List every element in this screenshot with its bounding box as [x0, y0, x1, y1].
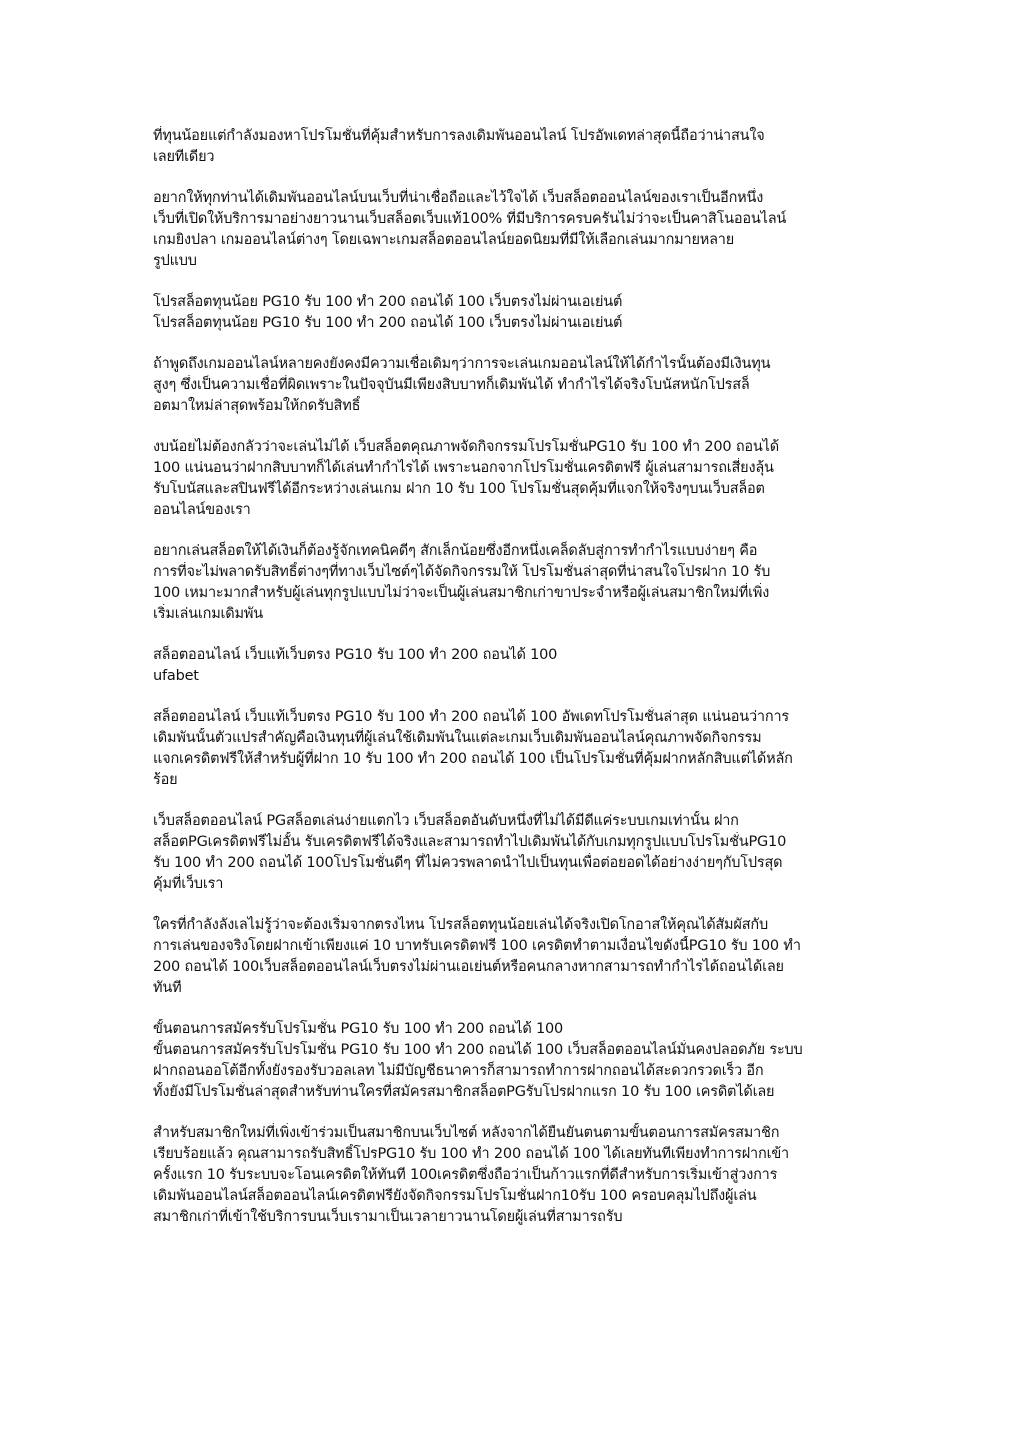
text-line: อตมาใหม่ล่าสุดพร้อมให้กดรับสิทธิ์ — [153, 398, 361, 414]
paragraph-beliefs — [153, 354, 874, 417]
text-line: ทันที — [153, 980, 182, 996]
paragraph-hesitant — [153, 915, 874, 999]
text-line: เว็บสล็อตออนไลน์ PGสล็อตเล่นง่ายแตกไว เว็บสล็อตอันดับหนึ่งที่ไม่ได้มีดีแค่ระบบเกมเท่านั้น ฝาก — [153, 813, 739, 829]
text-line: แจกเครดิตฟรีให้สำหรับผู้ที่ฝาก 10 รับ 100 ทำ 200 ถอนได้ 100 เป็นโปรโมชั่นที่คุ้มฝากหลักสิบแต่ได้หลัก — [153, 751, 793, 767]
paragraph-new-members — [153, 1123, 874, 1228]
paragraph-intro — [153, 126, 874, 168]
text-line: ขั้นตอนการสมัครรับโปรโมชั่น PG10 รับ 100 ทำ 200 ถอนได้ 100 เว็บสล็อตออนไลน์มั่นคงปลอดภัย ระบบ — [153, 1042, 803, 1058]
text-line: เดิมพันนั้นตัวแปรสำคัญคือเงินทุนที่ผู้เล่นใช้เดิมพันในแต่ละเกมเว็บเดิมพันออนไลน์คุณภาพจัดกิจกรรม — [153, 730, 762, 746]
text-line: การที่จะไม่พลาดรับสิทธิ์ต่างๆที่ทางเว็บไซต์ๆได้จัดกิจกรรมให้ โปรโมชั่นล่าสุดที่น่าสนใจโปรฝาก 10 รับ — [153, 564, 771, 580]
paragraph-heading-direct-web — [153, 645, 874, 687]
text-line: อยากให้ทุกท่านได้เดิมพันออนไลน์บนเว็บที่น่าเชื่อถือและไว้ใจได้ เว็บสล็อตออนไลน์ของเราเป็นอีกหนึ่ง — [153, 190, 764, 206]
text-line: ใครที่กำลังลังเลไม่รู้ว่าจะต้องเริ่มจากตรงไหน โปรสล็อตทุนน้อยเล่นได้จริงเปิดโกอาสให้คุณได้สัมผัสกับ — [153, 917, 768, 933]
text-line: ที่ทุนน้อยแต่กำลังมองหาโปรโมชั่นที่คุ้มสำหรับการลงเดิมพันออนไลน์ โปรอัพเดทล่าสุดนี้ถือว่าน่าสนใจ — [153, 128, 765, 144]
text-line: เว็บที่เปิดให้บริการมาอย่างยาวนานเว็บสล็อตเว็บแท้100% ที่มีบริการครบครันไม่ว่าจะเป็นคาสิโนออนไลน์ — [153, 211, 787, 227]
text-line: สูงๆ ซึ่งเป็นความเชื่อที่ผิดเพราะในปัจจุบันมีเพียงสิบบาทก็เดิมพันได้ ทำกำไรได้จริงโบนัสหนักโปรสล็ — [153, 377, 750, 393]
text-line: ถ้าพูดถึงเกมออนไลน์หลายคงยังคงมีความเชื่อเดิมๆว่าการจะเล่นเกมออนไลน์ให้ได้กำไรนั้นต้องมีเงินทุน — [153, 356, 771, 372]
text-line: 200 ถอนได้ 100เว็บสล็อตออนไลน์เว็บตรงไม่ผ่านเอเย่นต์หรือคนกลางหากสามารถทำกำไรได้ถอนได้เลย — [153, 959, 784, 975]
text-line: ขั้นตอนการสมัครรับโปรโมชั่น PG10 รับ 100 ทำ 200 ถอนได้ 100 — [153, 1021, 564, 1037]
text-line: คุ้มที่เว็บเรา — [153, 876, 224, 892]
text-line: ufabet — [153, 668, 199, 684]
text-line: อยากเล่นสล็อตให้ได้เงินก็ต้องรู้จักเทคนิคดีๆ สักเล็กน้อยซึ่งอีกหนึ่งเคล็ดลับสู่การทำกำไรแบบง่ายๆ คือ — [153, 543, 758, 559]
text-line: โปรสล็อตทุนน้อย PG10 รับ 100 ทำ 200 ถอนได้ 100 เว็บตรงไม่ผ่านเอเย่นต์ — [153, 315, 623, 331]
text-line: งบน้อยไม่ต้องกลัวว่าจะเล่นไม่ได้ เว็บสล็อตคุณภาพจัดกิจกรรมโปรโมชั่นPG10 รับ 100 ทำ 200 ถอนได้ — [153, 439, 779, 455]
text-line: สล็อตPGเครดิตฟรีไม่อั้น รับเครดิตฟรีได้จริงและสามารถทำไปเดิมพันได้กับเกมทุกรูปแบบโปรโมชั่นPG10 — [153, 834, 787, 850]
text-line: ครั้งแรก 10 รับระบบจะโอนเครดิตให้ทันที 100เครดิตซึ่งถือว่าเป็นก้าวแรกที่ดีสำหรับการเริ่มเข้าสู่วงการ — [153, 1167, 778, 1183]
text-line: สล็อตออนไลน์ เว็บแท้เว็บตรง PG10 รับ 100 ทำ 200 ถอนได้ 100 — [153, 647, 558, 663]
text-line: เลยทีเดียว — [153, 149, 215, 165]
paragraph-direct-web — [153, 707, 874, 791]
text-line: ร้อย — [153, 772, 178, 788]
text-line: ฝากถอนออโต้อีกทั้งยังรองรับวอลเลท ไม่มีบัญชีธนาคารก็สามารถทำการฝากถอนได้สะดวกรวดเร็ว อีก — [153, 1063, 764, 1079]
text-line: เรียบร้อยแล้ว คุณสามารถรับสิทธิ์โปรPG10 รับ 100 ทำ 200 ถอนได้ 100 ได้เลยทันทีเพียงทำการฝากเข้า — [153, 1146, 789, 1162]
text-line: สมาชิกเก่าที่เข้าใช้บริการบนเว็บเรามาเป็นเวลายาวนานโดยผู้เล่นที่สามารถรับ — [153, 1209, 623, 1225]
text-line: รับ 100 ทำ 200 ถอนได้ 100โปรโมชั่นดีๆ ที่ไม่ควรพลาดนำไปเป็นทุนเพื่อต่อยอดได้อย่างง่ายๆกับโปรสุด — [153, 855, 783, 871]
text-line: โปรสล็อตทุนน้อย PG10 รับ 100 ทำ 200 ถอนได้ 100 เว็บตรงไม่ผ่านเอเย่นต์ — [153, 294, 623, 310]
paragraph-signup-steps — [153, 1019, 874, 1103]
text-line: การเล่นของจริงโดยฝากเข้าเพียงแค่ 10 บาทรับเครดิตฟรี 100 เครดิตทำตามเงื่อนไขดังนี้PG10 รับ 100 ทำ — [153, 938, 801, 954]
text-line: รูปแบบ — [153, 253, 197, 269]
text-line: 100 เหมาะมากสำหรับผู้เล่นทุกรูปแบบไม่ว่าจะเป็นผู้เล่นสมาชิกเก่าขาประจำหรือผู้เล่นสมาชิกใหม่ที่เพิ่ง — [153, 585, 770, 601]
text-line: ออนไลน์ของเรา — [153, 502, 251, 518]
text-line: เดิมพันออนไลน์สล็อตออนไลน์เครดิตฟรียังจัดกิจกรรมโปรโมชั่นฝาก10รับ 100 ครอบคลุมไปถึงผู้เล่น — [153, 1188, 757, 1204]
paragraph-low-budget — [153, 437, 874, 521]
text-line: เกมยิงปลา เกมออนไลน์ต่างๆ โดยเฉพาะเกมสล็อตออนไลน์ยอดนิยมที่มีให้เลือกเล่นมากมายหลาย — [153, 232, 735, 248]
text-line: 100 แน่นอนว่าฝากสิบบาทก็ได้เล่นทำกำไรได้ เพราะนอกจากโปรโมชั่นเครดิตฟรี ผู้เล่นสามารถเสี่ยงลุ้น — [153, 460, 774, 476]
text-line: รับโบนัสและสปินฟรีได้อีกระหว่างเล่นเกม ฝาก 10 รับ 100 โปรโมชั่นสุดคุ้มที่แจกให้จริงๆบนเว็บสล็อต — [153, 481, 765, 497]
paragraph-techniques — [153, 541, 874, 625]
text-line: เริ่มเล่นเกมเดิมพัน — [153, 606, 263, 622]
text-line: ทั้งยังมีโปรโมชั่นล่าสุดสำหรับท่านใครที่สมัครสมาชิกสล็อตPGรับโปรฝากแรก 10 รับ 100 เครดิตได้เลย — [153, 1084, 775, 1100]
paragraph-trusted-web — [153, 188, 874, 272]
paragraph-heading-promo — [153, 292, 874, 334]
text-line: สล็อตออนไลน์ เว็บแท้เว็บตรง PG10 รับ 100 ทำ 200 ถอนได้ 100 อัพเดทโปรโมชั่นล่าสุด แน่นอนว่าการ — [153, 709, 789, 725]
text-line: สำหรับสมาชิกใหม่ที่เพิ่งเข้าร่วมเป็นสมาชิกบนเว็บไซต์ หลังจากได้ยืนยันตนตามขั้นตอนการสมัครสมาชิก — [153, 1125, 780, 1141]
paragraph-pg-slots — [153, 811, 874, 895]
